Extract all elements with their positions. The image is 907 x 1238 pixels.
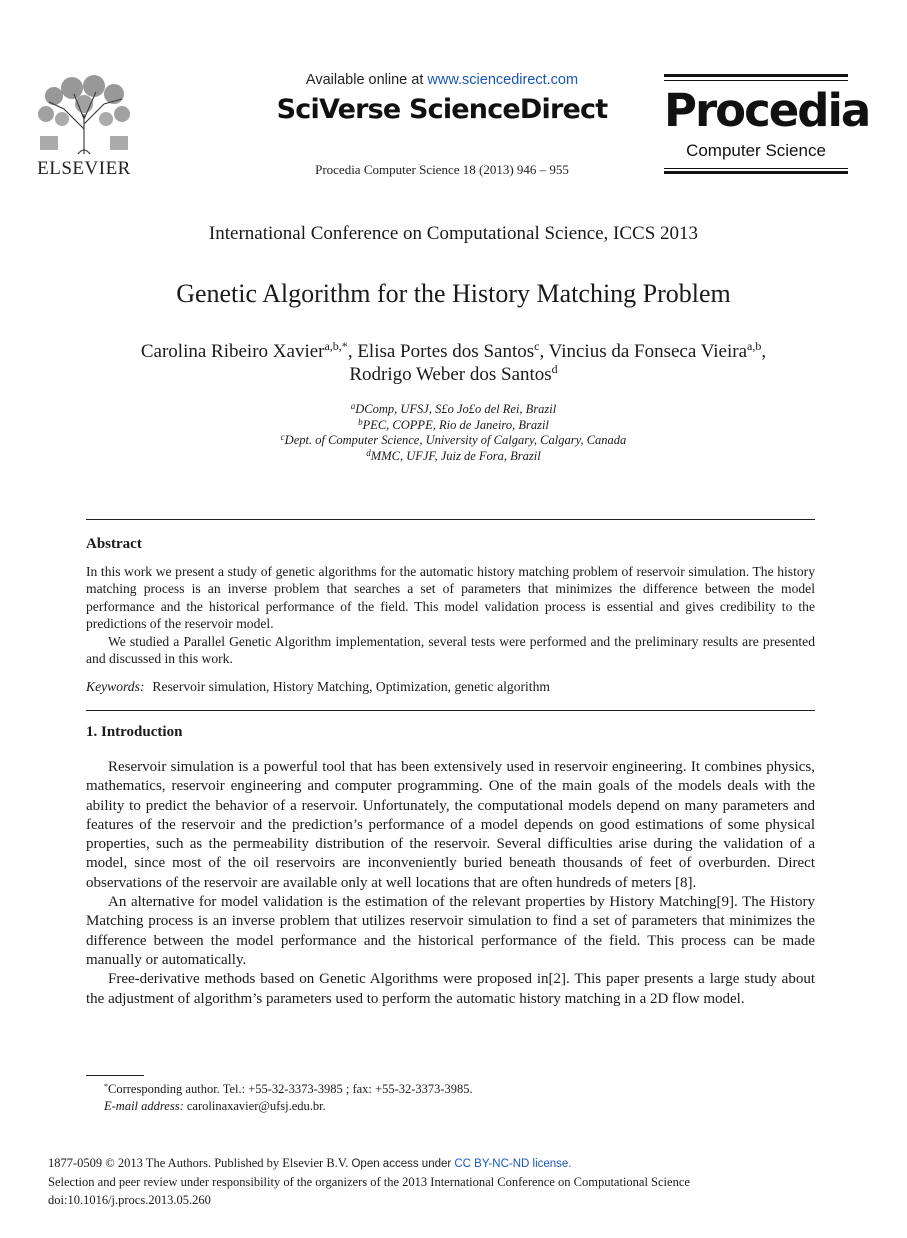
email-address[interactable]: carolinaxavier@ufsj.edu.br. [186,1099,326,1113]
doi-line: doi:10.1016/j.procs.2013.05.260 [48,1193,211,1207]
abstract-top-rule [86,519,815,520]
affiliation-text: DComp, UFSJ, S£o Jo£o del Rei, Brazil [355,402,557,416]
footnote-marker: * [104,1082,108,1091]
copyright-text: 1877-0509 © 2013 The Authors. Published by Elsevier B.V. [48,1156,349,1170]
body-paragraph: Reservoir simulation is a powerful tool that has been extensively used in reservoir engineering. It combines physics, mathematics, reservoir engineering and computer programming. One of the main goals of the models deals with the ability to predict the behavior of a reservoir. Unfortunately, the computational models depend on many parameters and features of the reservoir and the prediction’s performance of a model depends on good estimations of some physical properties, such as the permeability distribution of the reservoir. Several difficulties arise during the validation of a model, since most of the oil reservoirs are inconveniently buried beneath thousands of feet of overburden. Direct observations of the reservoir are available only at well locations that are often hundreds of meters [8]. [86,759,815,891]
author-name: Rodrigo Weber dos Santos [349,364,552,385]
affiliation-text: PEC, COPPE, Rio de Janeiro, Brazil [362,417,549,432]
open-access-text: Open access under [351,1158,452,1170]
author-name: Vincius da Fonseca Vieira [548,341,748,362]
affiliation [0,418,907,434]
affiliation-list [0,402,907,464]
author-affil-sup: a,b,* [324,339,348,353]
affiliation-sup: c [280,432,285,442]
logo-rule [664,171,848,174]
affiliation-text: MMC, UFJF, Juiz de Fora, Brazil [370,448,541,463]
copyright-line [48,1154,868,1173]
license-link[interactable]: CC BY-NC-ND license. [454,1158,572,1170]
elsevier-tree-icon [34,74,134,156]
abstract-paragraph: We studied a Parallel Genetic Algorithm implementation, several tests were performed and the preliminary results are presented and discussed in this work. [86,633,815,667]
affiliation [0,449,907,465]
elsevier-logo [24,74,144,180]
footnote-rule [86,1075,144,1076]
procedia-subtitle: Computer Science [686,141,826,160]
section-heading-introduction: 1. Introduction [86,724,183,740]
introduction-body [86,758,815,1009]
peer-review-line: Selection and peer review under responsibility of the organizers of the 2013 International Conference on Computational Science [48,1175,690,1189]
keywords [86,679,815,695]
corresponding-text: Corresponding author. Tel.: +55-32-3373-3985 ; fax: +55-32-3373-3985. [108,1082,473,1096]
affiliation-sup: a [350,401,356,411]
author-affil-sup: a,b [747,339,762,353]
author-affil-sup: c [534,339,540,353]
logo-rule [664,74,848,77]
logo-rule [664,168,848,169]
affiliation [0,402,907,418]
journal-reference: Procedia Computer Science 18 (2013) 946 – 955 [315,162,569,177]
available-prefix: Available online at [305,72,428,88]
affiliation [0,433,907,449]
affiliation-sup: d [366,447,371,458]
affiliation-text: Dept. of Computer Science, University of Calgary, Calgary, Canada [284,433,627,447]
email-note [104,1098,804,1115]
paper-title: Genetic Algorithm for the History Matching Problem [176,279,731,308]
logo-rule [664,80,848,81]
keywords-label: Keywords: [86,679,145,694]
email-label: E-mail address: [104,1099,184,1113]
sciencedirect-link[interactable]: www.sciencedirect.com [427,72,579,88]
procedia-logo [664,74,870,174]
procedia-wordmark: Procedia [664,84,870,137]
sciverse-logo: SciVerse ScienceDirect [276,94,608,125]
elsevier-wordmark: ELSEVIER [37,158,131,179]
author-name: Carolina Ribeiro Xavier [140,341,325,362]
author-list [60,340,847,386]
abstract-bottom-rule [86,710,815,711]
bottom-matter [48,1154,868,1209]
author-affil-sup: d [551,362,558,376]
corresponding-author-note [104,1081,804,1098]
affiliation-sup: b [358,416,363,427]
abstract-body [86,563,815,667]
keywords-text: Reservoir simulation, History Matching, Optimization, genetic algorithm [152,679,550,694]
available-online [200,72,684,88]
body-paragraph: An alternative for model validation is the estimation of the relevant properties by History Matching[9]. The History Matching process is an inverse problem that utilizes reservoir simulation to find a set of parameters that minimizes the difference between the model performance and the historical performance of the field. This process can be made manually or automatically. [86,894,815,968]
abstract-paragraph: In this work we present a study of genetic algorithms for the automatic history matching problem of reservoir simulation. The history matching process is an inverse problem that searches a set of parameters that minimizes the difference between the model performance and the historical performance of the field. This model validation process is essential and gives credibility to the predictions of the reservoir model. [86,564,815,632]
conference-name: International Conference on Computational Science, ICCS 2013 [208,223,699,244]
body-paragraph: Free-derivative methods based on Genetic Algorithms were proposed in[2]. This paper presents a large study about the adjustment of algorithm’s parameters used to perform the automatic history matching in a 2D flow model. [86,971,815,1007]
author-separator: , [761,341,767,362]
abstract-heading: Abstract [86,536,142,552]
author-name: Elisa Portes dos Santos [357,341,535,362]
author-separator: , [539,341,549,362]
footnote [104,1081,804,1115]
author-separator: , [347,341,358,362]
